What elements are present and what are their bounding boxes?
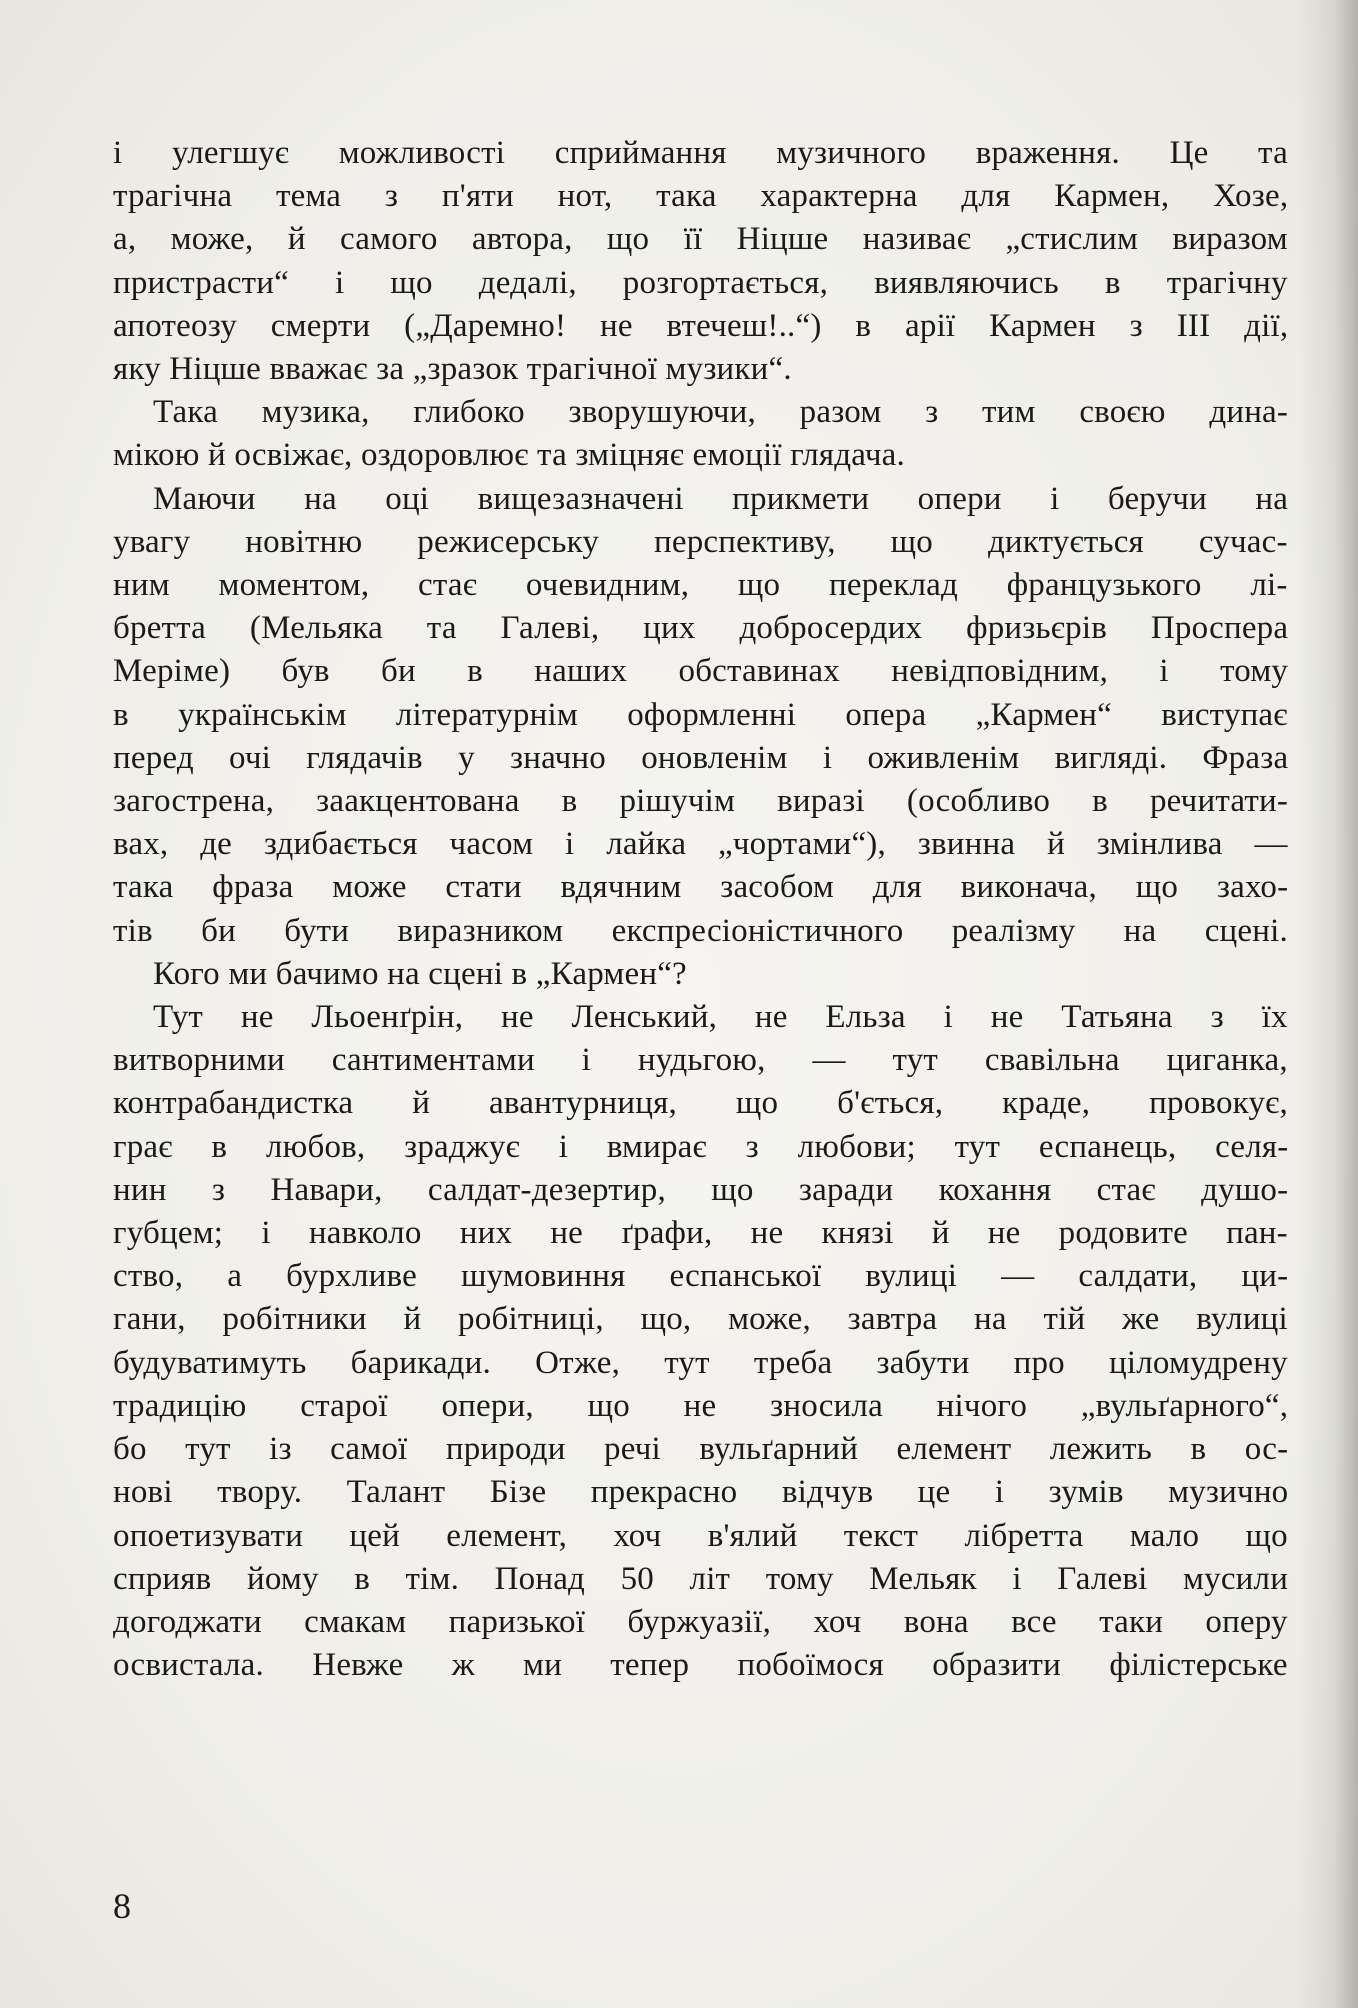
text-line: ство, а бурхливе шумовиння еспанської вулиці — салдати, ци- xyxy=(113,1258,1289,1295)
text-line: Кого ми бачимо на сцені в „Кармен“? xyxy=(153,955,687,992)
text-line: нин з Навари, салдат-дезертир, що заради кохання стає душо- xyxy=(113,1171,1289,1208)
text-line: нові твору. Талант Бізе прекрасно відчув це і зумів музично xyxy=(113,1474,1289,1511)
text-line: і улегшує можливості сприймання музичного враження. Це та xyxy=(113,135,1288,171)
text-line: трагічна тема з п'яти нот, така характерна для Кармен, Хозе, xyxy=(113,178,1289,215)
text-line: гани, робітники й робітниці, що, може, завтра на тій же вулиці xyxy=(113,1301,1288,1338)
body-text xyxy=(113,132,1288,1687)
text-line: витворними сантиментами і нудьгою, — тут свавільна циганка, xyxy=(113,1042,1288,1079)
text-line: опоетизувати цей елемент, хоч в'ялий текст лібретта мало що xyxy=(113,1517,1288,1554)
text-line: мікою й освіжає, оздоровлює та зміцняє емоції глядача. xyxy=(113,437,905,474)
text-line: тів би бути виразником експресіоністичного реалізму на сцені. xyxy=(113,912,1288,949)
text-line: в українськім літературнім оформленні опера „Кармен“ виступає xyxy=(113,696,1288,733)
text-line: Така музика, глибоко зворушуючи, разом з тим своєю дина- xyxy=(153,394,1289,431)
text-line: сприяв йому в тім. Понад 50 літ тому Мельяк і Галеві мусили xyxy=(113,1560,1289,1597)
text-line: догоджати смакам паризької буржуазії, хоч вона все таки оперу xyxy=(113,1603,1288,1640)
text-line: бо тут із самої природи речі вульґарний елемент лежить в ос- xyxy=(113,1431,1289,1468)
text-line: ним моментом, стає очевидним, що переклад французького лі- xyxy=(113,567,1288,604)
text-line: традицію старої опери, що не зносила нічого „вульґарного“, xyxy=(113,1387,1289,1424)
text-line: Маючи на оці вищезазначені прикмети опери і беручи на xyxy=(153,480,1289,517)
text-line: увагу новітню режисерську перспективу, що диктується сучас- xyxy=(113,523,1288,560)
text-line: освистала. Невже ж ми тепер побоїмося образити філістерське xyxy=(113,1647,1288,1684)
page-number: 8 xyxy=(113,1886,131,1926)
text-line: грає в любов, зраджує і вмирає з любови; тут еспанець, селя- xyxy=(113,1128,1289,1165)
text-line: апотеозу смерти („Даремно! не втечеш!..“) в арії Кармен з III дії, xyxy=(113,307,1289,344)
text-line: перед очі глядачів у значно оновленім і оживленім вигляді. Фраза xyxy=(113,739,1289,776)
text-line: будуватимуть барикади. Отже, тут треба забути про ціломудрену xyxy=(113,1344,1288,1381)
text-line: Тут не Льоенґрін, не Ленський, не Ельза і не Татьяна з їх xyxy=(153,999,1288,1036)
text-line: вах, де здибається часом і лайка „чортами“), звинна й змінлива — xyxy=(113,826,1288,863)
text-line: така фраза може стати вдячним засобом для виконача, що захо- xyxy=(113,869,1289,906)
text-line: Меріме) був би в наших обставинах невідповідним, і тому xyxy=(113,653,1289,690)
text-line: а, може, й самого автора, що її Ніцше називає „стислим виразом xyxy=(113,221,1288,258)
page-edge-shadow xyxy=(1298,0,1358,2008)
text-line: пристрасти“ і що дедалі, розгортається, виявляючись в трагічну xyxy=(113,264,1288,301)
text-line: яку Ніцше вважає за „зразок трагічної музики“. xyxy=(113,351,792,388)
text-line: контрабандистка й авантурниця, що б'ється, краде, провокує, xyxy=(113,1085,1288,1122)
text-line: бретта (Мельяка та Галеві, цих добросердих фризьєрів Проспера xyxy=(113,610,1289,647)
text-line: загострена, заакцентована в рішучім виразі (особливо в речитати- xyxy=(113,783,1289,820)
text-line: губцем; і навколо них не ґрафи, не князі й не родовите пан- xyxy=(113,1215,1288,1252)
